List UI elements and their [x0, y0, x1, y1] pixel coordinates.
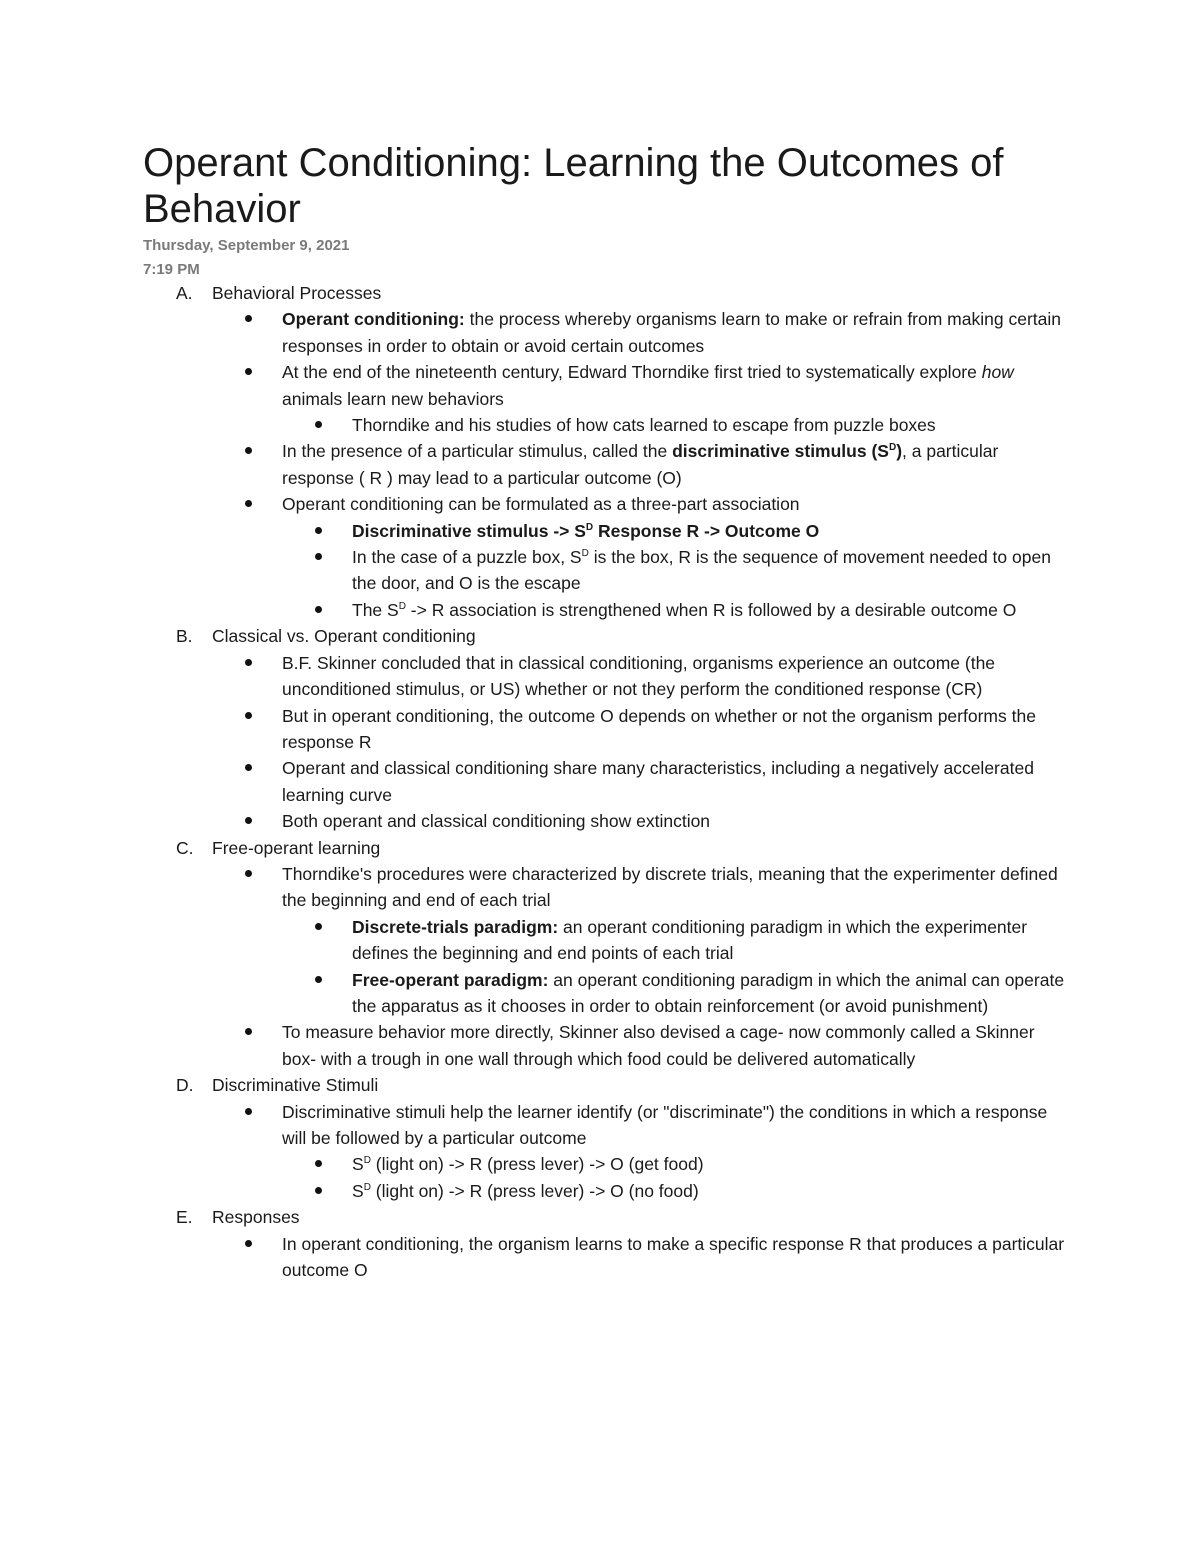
text: At the end of the nineteenth century, Edward Thorndike first tried to systematically explore [282, 362, 982, 383]
list-item [352, 914, 1072, 967]
text: (light on) -> R (press lever) -> O (get food) [370, 1154, 704, 1175]
bullet-icon [245, 764, 252, 771]
bullet-icon [315, 923, 322, 930]
section-title: Free-operant learning [212, 837, 381, 858]
section-title: Discriminative Stimuli [212, 1075, 379, 1096]
note-date: Thursday, September 9, 2021 [143, 237, 350, 254]
section-heading-e [0, 1204, 1200, 1230]
term-close: ) [896, 441, 903, 462]
superscript: D [585, 521, 594, 533]
term [672, 441, 902, 461]
section-letter: C. [176, 837, 194, 858]
text: Thorndike's procedures were characterized by discrete trials, meaning that the experimenter defined the beginning and end of each trial [282, 863, 1058, 911]
list-item [282, 359, 1072, 412]
list-item [282, 755, 1072, 808]
superscript: D [363, 1181, 371, 1193]
text: , a particular response ( R ) may lead to a particular outcome (O) [282, 441, 999, 488]
section-letter: A. [176, 283, 193, 303]
bullet-icon [315, 553, 322, 560]
definition: the process whereby organisms learn to make or refrain from making certain responses in order to obtain or avoid certain outcomes [282, 309, 1061, 356]
bullet-icon [245, 1108, 252, 1115]
list-item [282, 306, 1072, 359]
bullet-icon [245, 817, 252, 824]
text: Discriminative stimulus -> S [352, 520, 586, 541]
outline [0, 280, 1200, 1283]
section-letter: B. [176, 626, 193, 647]
list-item [352, 1178, 1072, 1204]
section-title: Behavioral Processes [212, 283, 382, 303]
bullet-icon [315, 1160, 322, 1167]
list-item [352, 544, 1072, 597]
text: Thorndike and his studies of how cats learned to escape from puzzle boxes [352, 415, 936, 436]
bullet-icon [245, 659, 252, 666]
page-title: Operant Conditioning: Learning the Outcomes of Behavior [143, 141, 1004, 231]
section-heading-b [0, 623, 1200, 649]
text: In operant conditioning, the organism learns to make a specific response R that produces a particular outcome O [282, 1233, 1065, 1281]
superscript: D [363, 1155, 371, 1167]
text: Discriminative stimuli help the learner identify (or "discriminate") the conditions in which a response will be followed by a particular outcome [282, 1101, 1048, 1148]
text: Operant and classical conditioning share many characteristics, including a negatively accelerated learning curve [282, 758, 1034, 805]
bullet-icon [315, 606, 322, 613]
bullet-icon [245, 1028, 252, 1035]
definition: an operant conditioning paradigm in which the experimenter defines the beginning and end points of each trial [352, 916, 1028, 964]
list-item [282, 1019, 1072, 1072]
text: S [352, 1180, 364, 1201]
list-item [352, 967, 1072, 1020]
text: S [352, 1154, 364, 1175]
section-letter: D. [176, 1075, 194, 1096]
bullet-icon [245, 870, 252, 877]
term: Operant conditioning: [282, 309, 465, 330]
superscript: D [581, 548, 589, 560]
list-item [282, 703, 1072, 756]
bullet-icon [315, 527, 322, 534]
superscript: D [398, 600, 406, 612]
text: Operant conditioning can be formulated as a three-part association [282, 494, 800, 515]
section-title: Responses [212, 1207, 300, 1228]
text: is the box, R is the sequence of movement needed to open the door, and O is the escape [352, 547, 1051, 594]
list-item [282, 861, 1072, 914]
bullet-icon [245, 500, 252, 507]
bullet-icon [245, 1240, 252, 1247]
emphasis: how [981, 362, 1014, 383]
text: animals learn new behaviors [282, 388, 504, 409]
list-item [282, 491, 1072, 517]
section-title: Classical vs. Operant conditioning [212, 626, 476, 647]
note-time: 7:19 PM [143, 261, 200, 278]
bullet-icon [245, 712, 252, 719]
text: To measure behavior more directly, Skinner also devised a cage- now commonly called a Skinner box- with a trough in one wall through which food could be delivered automatically [282, 1022, 1035, 1069]
section-letter: E. [176, 1207, 193, 1228]
bullet-icon [315, 1187, 322, 1194]
section-heading-d [0, 1072, 1200, 1098]
text: But in operant conditioning, the outcome O depends on whether or not the organism performs the response R [282, 705, 1036, 752]
text: (light on) -> R (press lever) -> O (no food) [370, 1180, 699, 1201]
section-heading-c [0, 835, 1200, 861]
term: Free-operant paradigm: [352, 969, 549, 990]
definition: an operant conditioning paradigm in which the animal can operate the apparatus as it chooses in order to obtain reinforcement (or avoid punishment) [352, 969, 1065, 1016]
list-item [282, 808, 1072, 834]
bullet-icon [245, 368, 252, 375]
list-item [282, 1231, 1072, 1284]
term [352, 521, 819, 541]
text: B.F. Skinner concluded that in classical conditioning, organisms experience an outcome (the unconditioned stimulus, or US) whether or not they perform the conditioned response (CR) [282, 652, 996, 700]
term-text: discriminative stimulus (S [672, 441, 889, 462]
text: In the case of a puzzle box, S [352, 547, 582, 568]
bullet-icon [245, 447, 252, 454]
list-item [282, 650, 1072, 703]
list-item [282, 438, 1072, 491]
list-item [352, 597, 1072, 623]
list-item [352, 518, 1072, 544]
text: In the presence of a particular stimulus, called the [282, 441, 673, 462]
text: Response R -> Outcome O [593, 520, 820, 541]
bullet-icon [315, 421, 322, 428]
text: The S [352, 599, 399, 620]
list-item [352, 412, 1072, 438]
term: Discrete-trials paradigm: [352, 916, 559, 937]
text: Both operant and classical conditioning show extinction [282, 811, 711, 832]
superscript: D [888, 442, 897, 454]
section-heading-a [0, 280, 1200, 306]
text: -> R association is strengthened when R is followed by a desirable outcome O [405, 599, 1017, 620]
bullet-icon [245, 315, 252, 322]
list-item [352, 1151, 1072, 1177]
bullet-icon [315, 976, 322, 983]
list-item [282, 1099, 1072, 1152]
